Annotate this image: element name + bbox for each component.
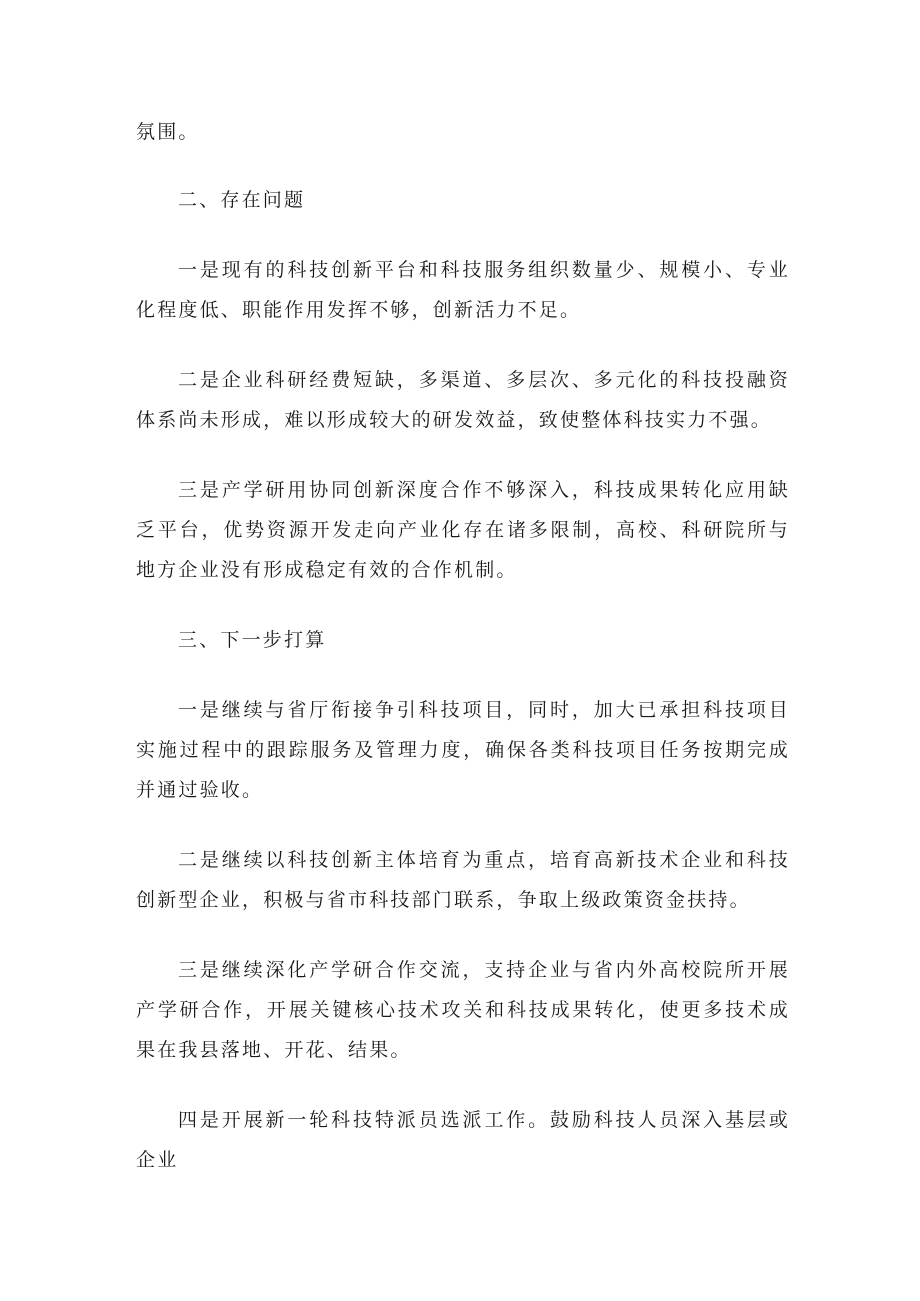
document-body xyxy=(136,112,790,1210)
paragraph-plan-4: 四是开展新一轮科技特派员选派工作。鼓励科技人员深入基层或企业 xyxy=(136,1109,790,1171)
paragraph-continuation: 氛围。 xyxy=(136,121,200,143)
paragraph-problem-2: 二是企业科研经费短缺，多渠道、多层次、多元化的科技投融资体系尚未形成，难以形成较大的研发效益，致使整体科技实力不强。 xyxy=(136,369,790,431)
paragraph-plan-3: 三是继续深化产学研合作交流，支持企业与省内外高校院所开展产学研合作，开展关键核心技术攻关和科技成果转化，使更多技术成果在我县落地、开花、结果。 xyxy=(136,959,790,1061)
section-heading-problems: 二、存在问题 xyxy=(178,189,306,211)
paragraph-plan-1: 一是继续与省厅衔接争引科技项目，同时，加大已承担科技项目实施过程中的跟踪服务及管理力度，确保各类科技项目任务按期完成并通过验收。 xyxy=(136,699,790,801)
paragraph-problem-1: 一是现有的科技创新平台和科技服务组织数量少、规模小、专业化程度低、职能作用发挥不够，创新活力不足。 xyxy=(136,259,790,321)
paragraph-plan-2: 二是继续以科技创新主体培育为重点，培育高新技术企业和科技创新型企业，积极与省市科技部门联系，争取上级政策资金扶持。 xyxy=(136,849,790,911)
section-heading-next-steps: 三、下一步打算 xyxy=(178,629,327,651)
paragraph-problem-3: 三是产学研用协同创新深度合作不够深入，科技成果转化应用缺乏平台，优势资源开发走向产业化存在诸多限制，高校、科研院所与地方企业没有形成稳定有效的合作机制。 xyxy=(136,479,790,581)
